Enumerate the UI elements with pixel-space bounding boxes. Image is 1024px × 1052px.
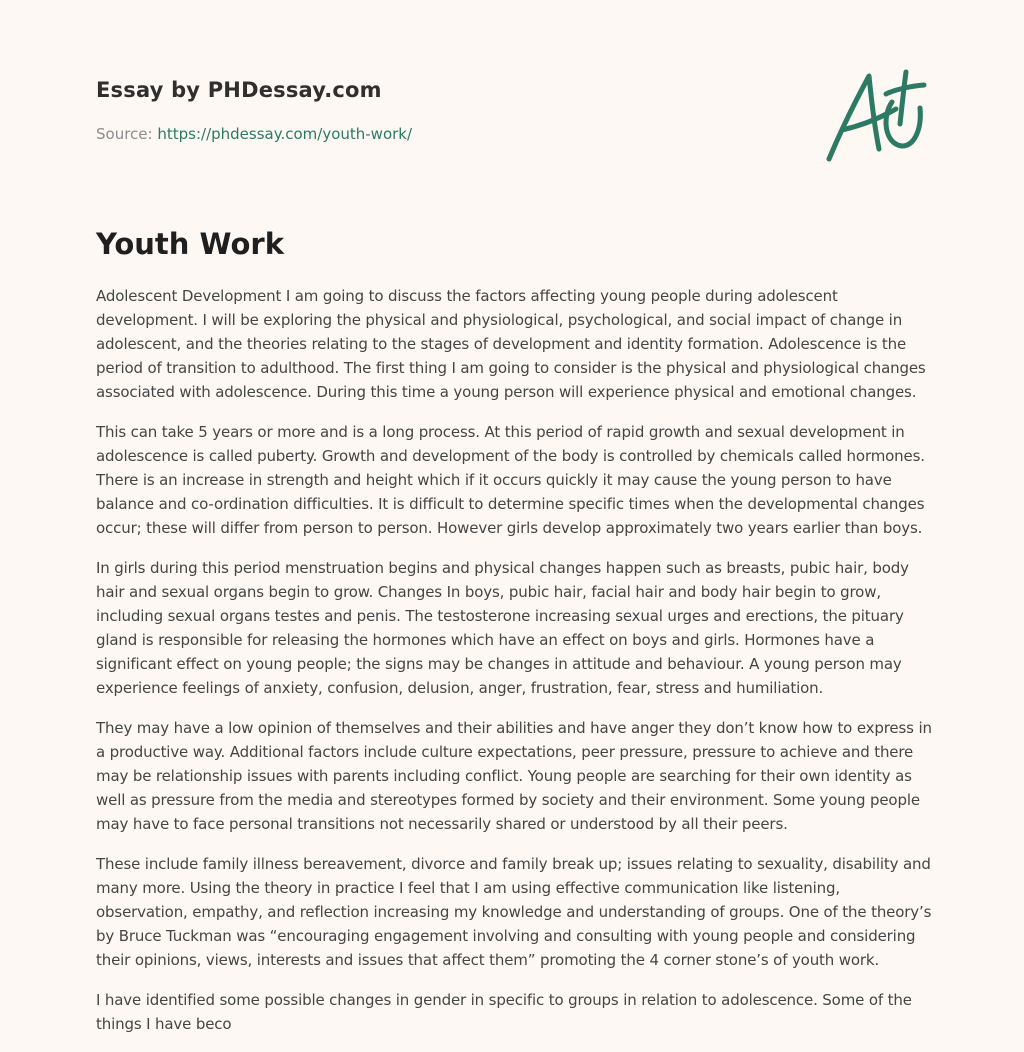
source-line [96,124,412,144]
essay-paragraph: These include family illness bereavement, divorce and family break up; issues relating to sexuality, disability and many more. Using the theory in practice I feel that I am using effective communication like listening, observation, empathy, and reflection increasing my knowledge and understanding of groups. One of the theory’s by Bruce Tuckman was “encouraging engagement involving and consulting with young people and considering their opinions, views, interests and issues that affect them” promoting the 4 corner stone’s of youth work. [96,855,932,969]
page-header [96,76,412,144]
essay-paragraph: This can take 5 years or more and is a long process. At this period of rapid growth and sexual development in adolescence is called puberty. Growth and development of the body is controlled by chemicals called hormones. There is an increase in strength and height which if it occurs quickly it may cause the young person to have balance and co-ordination difficulties. It is difficult to determine specific times when the developmental changes occur; these will differ from person to person. However girls develop approximately two years earlier than boys. [96,423,925,537]
a-plus-logo-icon [822,66,932,166]
essay-paragraph: I have identified some possible changes in gender in specific to groups in relation to adolescence. Some of the things I have beco [96,991,912,1033]
essay-paragraph: They may have a low opinion of themselves and their abilities and have anger they don’t know how to express in a productive way. Additional factors include culture expectations, peer pressure, pressure to achieve and there may be relationship issues with parents including conflict. Young people are searching for their own identity as well as pressure from the media and stereotypes formed by society and their environment. Some young people may have to face personal transitions not necessarily shared or understood by all their peers. [96,719,932,833]
essay-paragraph: In girls during this period menstruation begins and physical changes happen such as breasts, pubic hair, body hair and sexual organs begin to grow. Changes In boys, pubic hair, facial hair and body hair begin to grow, including sexual organs testes and penis. The testosterone increasing sexual urges and erections, the pituary gland is responsible for releasing the hormones which have an effect on boys and girls. Hormones have a significant effect on young people; the signs may be changes in attitude and behaviour. A young person may experience feelings of anxiety, confusion, delusion, anger, frustration, fear, stress and humiliation. [96,559,909,697]
source-label: Source: [96,125,153,143]
brand-title: Essay by PHDessay.com [96,78,382,102]
source-link[interactable]: https://phdessay.com/youth-work/ [157,125,413,143]
essay-body [96,284,932,1052]
essay-paragraph: Adolescent Development I am going to discuss the factors affecting young people during adolescent development. I will be exploring the physical and physiological, psychological, and social impact of change in adolescent, and the theories relating to the stages of development and identity formation. Adolescence is the period of transition to adulthood. The first thing I am going to consider is the physical and physiological changes associated with adolescence. During this time a young person will experience physical and emotional changes. [96,287,926,401]
essay-title: Youth Work [96,227,284,261]
